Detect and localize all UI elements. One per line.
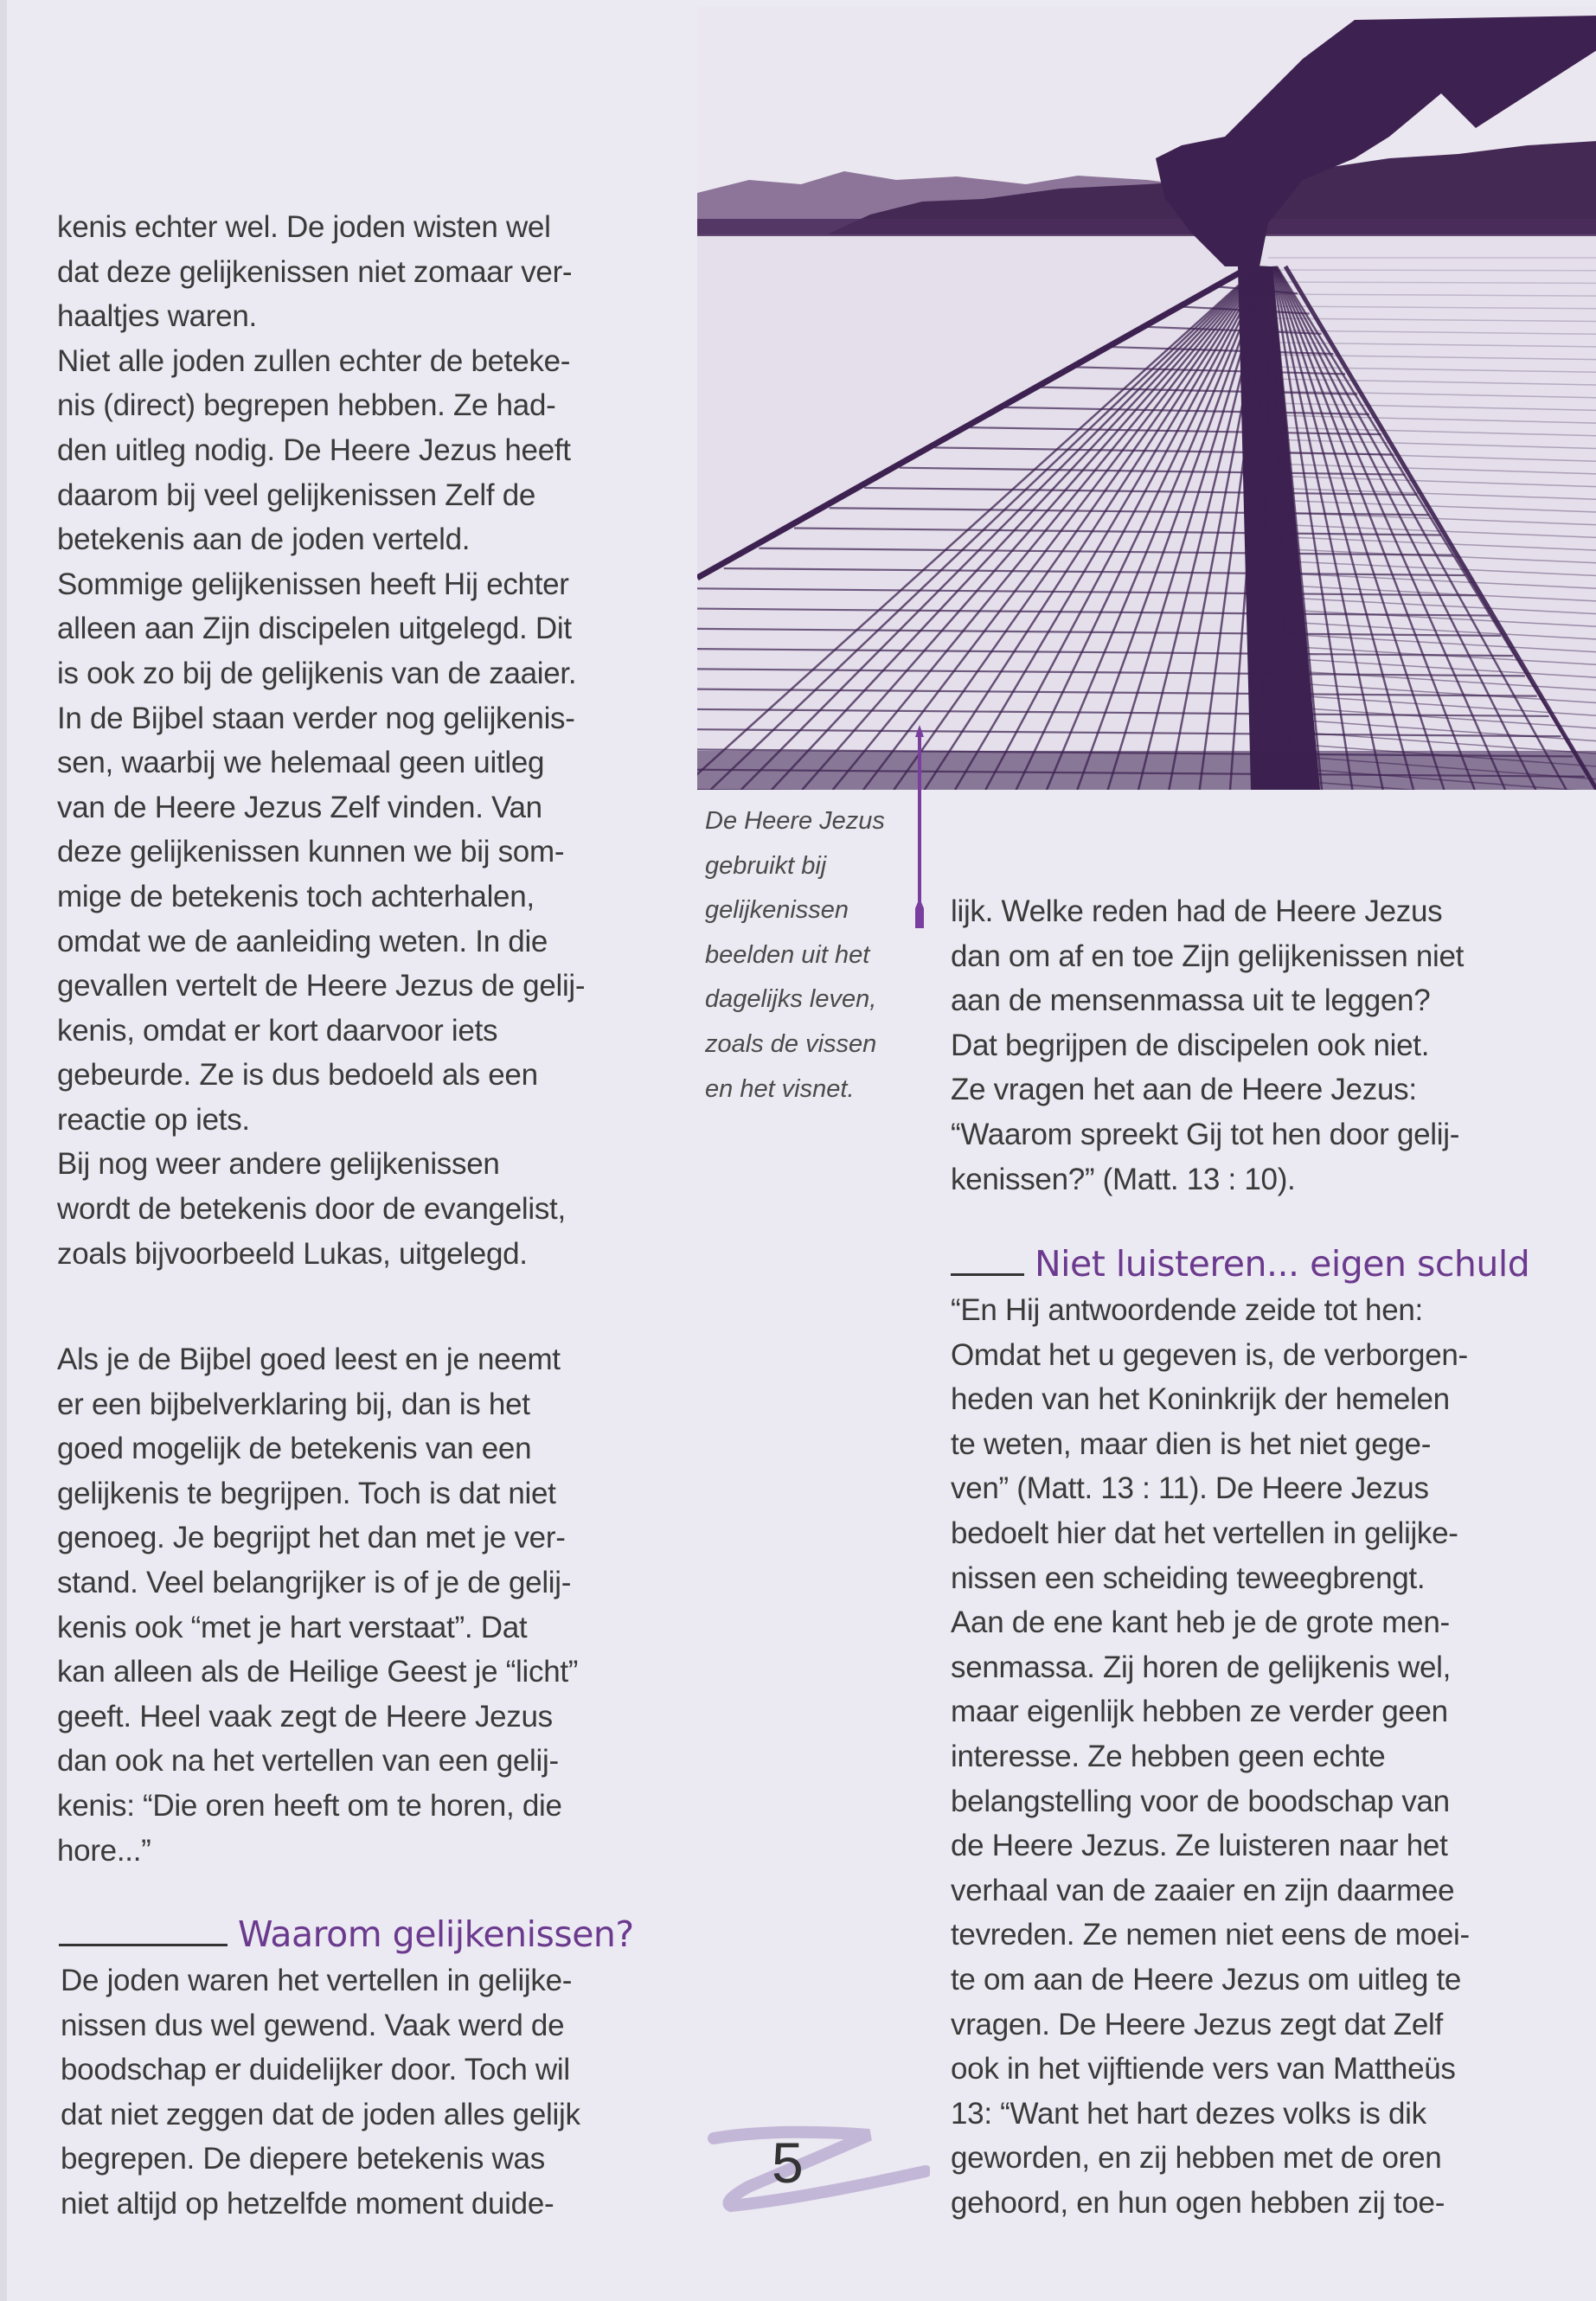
text-line: bedoelt hier dat het vertellen in gelijke- bbox=[951, 1516, 1458, 1550]
text-line: beelden uit het bbox=[705, 940, 870, 969]
text-line: nissen een scheiding teweegbrengt. bbox=[951, 1561, 1426, 1595]
text-line: alleen aan Zijn discipelen uitgelegd. Dit bbox=[57, 612, 572, 646]
text-line: dan om af en toe Zijn gelijkenissen niet bbox=[951, 939, 1465, 973]
left-column-text-1 bbox=[57, 205, 585, 1276]
text-line: gelijkenissen bbox=[705, 896, 849, 925]
text-line: niet altijd op hetzelfde moment duide- bbox=[61, 2186, 554, 2221]
text-line: begrepen. De diepere betekenis was bbox=[61, 2142, 545, 2176]
text-line: geworden, en zij hebben met de oren bbox=[951, 2141, 1442, 2176]
text-line: daarom bij veel gelijkenissen Zelf de bbox=[57, 478, 536, 512]
text-line: Ze vragen het aan de Heere Jezus: bbox=[951, 1073, 1417, 1107]
text-line: kenis: “Die oren heeft om te horen, die bbox=[57, 1788, 562, 1823]
text-line: wordt de betekenis door de evangelist, bbox=[57, 1192, 566, 1227]
text-line: gehoord, en hun ogen hebben zij toe- bbox=[951, 2185, 1445, 2220]
text-line: haaltjes waren. bbox=[57, 299, 257, 334]
text-line: De joden waren het vertellen in gelijke- bbox=[61, 1964, 573, 1997]
text-line: dagelijks leven, bbox=[705, 985, 877, 1014]
text-line: vragen. De Heere Jezus zegt dat Zelf bbox=[951, 2007, 1443, 2041]
text-line: is ook zo bij de gelijkenis van de zaaier. bbox=[57, 656, 577, 690]
text-line: maar eigenlijk hebben ze verder geen bbox=[951, 1695, 1448, 1729]
text-line: verhaal van de zaaier en zijn daarmee bbox=[951, 1873, 1455, 1907]
text-line: kenis, omdat er kort daarvoor iets bbox=[57, 1013, 498, 1048]
text-line: er een bijbelverklaring bij, dan is het bbox=[57, 1387, 530, 1421]
text-line: genoeg. Je begrijpt het dan met je ver- bbox=[57, 1521, 566, 1555]
text-line: en het visnet. bbox=[705, 1074, 855, 1103]
text-line: geeft. Heel vaak zegt de Heere Jezus bbox=[57, 1699, 553, 1734]
caption-pointer-line bbox=[915, 725, 924, 933]
fishing-net-photo bbox=[697, 7, 1596, 790]
page-number-swoosh bbox=[696, 2119, 930, 2214]
text-line: “En Hij antwoordende zeide tot hen: bbox=[951, 1293, 1423, 1327]
photo-caption bbox=[705, 799, 885, 1112]
text-line: van de Heere Jezus Zelf vinden. Van bbox=[57, 790, 542, 824]
text-line: reactie op iets. bbox=[57, 1102, 250, 1137]
right-column-text-2 bbox=[951, 1288, 1470, 2225]
text-line: heden van het Koninkrijk der hemelen bbox=[951, 1382, 1450, 1417]
text-line: senmassa. Zij horen de gelijkenis wel, bbox=[951, 1650, 1452, 1684]
text-line: de Heere Jezus. Ze luisteren naar het bbox=[951, 1829, 1448, 1863]
text-line: tevreden. Ze nemen niet eens de moei- bbox=[951, 1918, 1470, 1952]
left-column-text-3 bbox=[61, 1958, 580, 2227]
text-line: nis (direct) begrepen hebben. Ze had- bbox=[57, 388, 556, 423]
text-line: kenis ook “met je hart verstaat”. Dat bbox=[57, 1610, 528, 1644]
text-line: betekenis aan de joden verteld. bbox=[57, 522, 471, 557]
text-line: ook in het vijftiende vers van Mattheüs bbox=[951, 2052, 1456, 2086]
text-line: kenissen?” (Matt. 13 : 10). bbox=[951, 1162, 1296, 1196]
text-line: “Waarom spreekt Gij tot hen door gelij- bbox=[951, 1117, 1460, 1151]
text-line: belangstelling voor de boodschap van bbox=[951, 1784, 1450, 1818]
text-line: Als je de Bijbel goed leest en je neemt bbox=[57, 1343, 561, 1376]
right-column-text-1 bbox=[951, 889, 1464, 1202]
text-line: dat niet zeggen dat de joden alles gelijk bbox=[61, 2097, 580, 2131]
text-line: goed mogelijk de betekenis van een bbox=[57, 1432, 532, 1466]
text-line: hore...” bbox=[57, 1833, 151, 1868]
section-heading-waarom bbox=[59, 1913, 634, 1955]
text-line: Niet alle joden zullen echter de beteke- bbox=[57, 343, 571, 378]
section-heading-niet-luisteren bbox=[951, 1243, 1529, 1285]
text-line: ven” (Matt. 13 : 11). De Heere Jezus bbox=[951, 1471, 1429, 1506]
text-line: sen, waarbij we helemaal geen uitleg bbox=[57, 746, 545, 780]
text-line: stand. Veel belangrijker is of je de gelij- bbox=[57, 1565, 572, 1599]
text-line: De Heere Jezus bbox=[705, 807, 885, 835]
heading-rule bbox=[59, 1944, 228, 1946]
text-line: lijk. Welke reden had de Heere Jezus bbox=[951, 894, 1443, 928]
text-line: zoals bijvoorbeeld Lukas, uitgelegd. bbox=[57, 1236, 528, 1271]
text-line: nissen dus wel gewend. Vaak werd de bbox=[61, 2008, 565, 2042]
heading-rule bbox=[951, 1273, 1024, 1276]
text-line: te weten, maar dien is het niet gege- bbox=[951, 1426, 1432, 1461]
text-line: interesse. Ze hebben geen echte bbox=[951, 1739, 1386, 1773]
text-line: Omdat het u gegeven is, de verborgen- bbox=[951, 1337, 1468, 1372]
text-line: gebruikt bij bbox=[705, 851, 827, 880]
text-line: 13: “Want het hart dezes volks is dik bbox=[951, 2096, 1426, 2131]
text-line: omdat we de aanleiding weten. In die bbox=[57, 924, 548, 958]
text-line: dan ook na het vertellen van een gelij- bbox=[57, 1744, 559, 1779]
text-line: Sommige gelijkenissen heeft Hij echter bbox=[57, 567, 569, 601]
text-line: boodschap er duidelijker door. Toch wil bbox=[61, 2053, 570, 2087]
page-edge bbox=[0, 0, 7, 2301]
text-line: gelijkenis te begrijpen. Toch is dat niet bbox=[57, 1476, 556, 1510]
text-line: gevallen vertelt de Heere Jezus de gelij- bbox=[57, 969, 586, 1003]
text-line: zoals de vissen bbox=[705, 1029, 877, 1058]
text-line: Dat begrijpen de discipelen ook niet. bbox=[951, 1028, 1430, 1062]
text-line: den uitleg nodig. De Heere Jezus heeft bbox=[57, 433, 571, 467]
text-line: kenis echter wel. De joden wisten wel bbox=[57, 210, 551, 244]
left-column-text-2 bbox=[57, 1337, 578, 1873]
text-line: aan de mensenmassa uit te leggen? bbox=[951, 984, 1431, 1018]
heading-text: Waarom gelijkenissen? bbox=[238, 1913, 634, 1955]
heading-text: Niet luisteren... eigen schuld bbox=[1035, 1243, 1530, 1285]
text-line: gebeurde. Ze is dus bedoeld als een bbox=[57, 1058, 538, 1093]
text-line: te om aan de Heere Jezus om uitleg te bbox=[951, 1962, 1462, 1997]
text-line: deze gelijkenissen kunnen we bij som- bbox=[57, 835, 565, 869]
text-line: In de Bijbel staan verder nog gelijkenis- bbox=[57, 701, 575, 735]
text-line: mige de betekenis toch achterhalen, bbox=[57, 879, 535, 913]
text-line: dat deze gelijkenissen niet zomaar ver- bbox=[57, 254, 573, 289]
text-line: Aan de ene kant heb je de grote men- bbox=[951, 1606, 1450, 1640]
text-line: kan alleen als de Heilige Geest je “licht” bbox=[57, 1655, 579, 1689]
page-number: 5 bbox=[772, 2131, 804, 2195]
text-line: Bij nog weer andere gelijkenissen bbox=[57, 1147, 500, 1182]
